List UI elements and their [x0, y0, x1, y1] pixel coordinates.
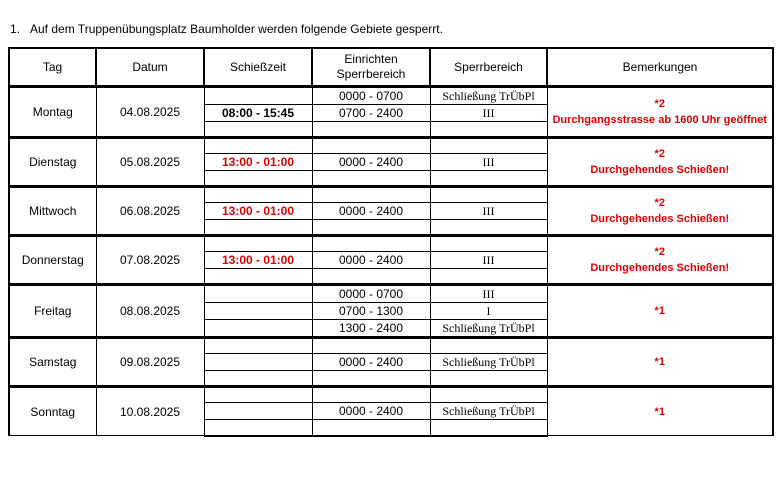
cell-zone [430, 138, 547, 154]
cell-shooting-time [204, 354, 312, 371]
cell-zone [430, 338, 547, 354]
remark-code: *1 [654, 405, 665, 418]
cell-zone: I [430, 303, 547, 320]
cell-shooting-time [204, 236, 312, 252]
header-setup-zone [312, 48, 430, 87]
cell-setup-time: 0700 - 1300 [312, 303, 430, 320]
cell-remarks [547, 138, 773, 187]
cell-shooting-time [204, 269, 312, 285]
table-row [9, 187, 773, 203]
table-row [9, 236, 773, 252]
cell-zone [430, 122, 547, 138]
cell-date: 10.08.2025 [96, 387, 204, 436]
cell-shooting-time [204, 420, 312, 436]
cell-remarks [547, 236, 773, 285]
cell-setup-time: 0000 - 2400 [312, 354, 430, 371]
cell-setup-time [312, 338, 430, 354]
cell-zone [430, 187, 547, 203]
header-zone: Sperrbereich [430, 48, 547, 87]
cell-shooting-time: 08:00 - 15:45 [204, 105, 312, 122]
section-heading [10, 22, 443, 36]
cell-zone [430, 220, 547, 236]
cell-zone: Schließung TrÜbPl [430, 320, 547, 338]
cell-shooting-time [204, 122, 312, 138]
cell-shooting-time [204, 171, 312, 187]
cell-remarks [547, 87, 773, 138]
cell-remarks [547, 387, 773, 436]
cell-day: Dienstag [9, 138, 96, 187]
cell-zone: Schließung TrÜbPl [430, 403, 547, 420]
cell-setup-time [312, 387, 430, 403]
cell-day: Mittwoch [9, 187, 96, 236]
cell-zone [430, 171, 547, 187]
cell-zone [430, 387, 547, 403]
header-date: Datum [96, 48, 204, 87]
cell-zone: III [430, 285, 547, 303]
table-row [9, 387, 773, 403]
header-setup-line1: Einrichten [344, 52, 398, 66]
cell-setup-time [312, 269, 430, 285]
cell-day: Sonntag [9, 387, 96, 436]
cell-zone: Schließung TrÜbPl [430, 354, 547, 371]
cell-setup-time [312, 420, 430, 436]
cell-date: 08.08.2025 [96, 285, 204, 338]
section-title: Auf dem Truppenübungsplatz Baumholder werden folgende Gebiete gesperrt. [30, 22, 443, 36]
cell-shooting-time [204, 403, 312, 420]
cell-zone [430, 236, 547, 252]
cell-shooting-time [204, 303, 312, 320]
table-row [9, 87, 773, 105]
cell-zone [430, 269, 547, 285]
header-setup-line2: Sperrbereich [336, 67, 406, 81]
cell-setup-time [312, 122, 430, 138]
cell-setup-time: 0000 - 2400 [312, 403, 430, 420]
cell-setup-time: 0000 - 2400 [312, 154, 430, 171]
cell-shooting-time [204, 387, 312, 403]
cell-zone: Schließung TrÜbPl [430, 87, 547, 105]
cell-setup-time: 0000 - 0700 [312, 87, 430, 105]
cell-date: 04.08.2025 [96, 87, 204, 138]
cell-zone: III [430, 105, 547, 122]
cell-remarks [547, 285, 773, 338]
remark-code: *2 [654, 98, 665, 110]
cell-remarks [547, 187, 773, 236]
remark-text: Durchgehendes Schießen! [590, 213, 730, 225]
section-number: 1. [10, 22, 21, 36]
cell-date: 07.08.2025 [96, 236, 204, 285]
remark-text: Durchgangsstrasse ab 1600 Uhr geöffnet [552, 114, 768, 126]
cell-setup-time: 0000 - 2400 [312, 203, 430, 220]
cell-setup-time [312, 171, 430, 187]
header-day: Tag [9, 48, 96, 87]
cell-day: Donnerstag [9, 236, 96, 285]
cell-shooting-time [204, 138, 312, 154]
remark-code: *2 [654, 148, 665, 160]
cell-day: Samstag [9, 338, 96, 387]
cell-setup-time: 0700 - 2400 [312, 105, 430, 122]
cell-date: 09.08.2025 [96, 338, 204, 387]
remark-code: *2 [654, 197, 665, 209]
cell-setup-time: 1300 - 2400 [312, 320, 430, 338]
cell-shooting-time [204, 320, 312, 338]
header-shooting-time: Schießzeit [204, 48, 312, 87]
remark-text: Durchgehendes Schießen! [590, 164, 730, 176]
cell-remarks [547, 338, 773, 387]
cell-zone [430, 420, 547, 436]
cell-shooting-time [204, 187, 312, 203]
cell-day: Freitag [9, 285, 96, 338]
cell-zone [430, 371, 547, 387]
header-row [9, 48, 773, 87]
cell-zone: III [430, 154, 547, 171]
cell-setup-time: 0000 - 0700 [312, 285, 430, 303]
cell-shooting-time: 13:00 - 01:00 [204, 203, 312, 220]
cell-date: 06.08.2025 [96, 187, 204, 236]
cell-setup-time [312, 220, 430, 236]
cell-zone: III [430, 203, 547, 220]
cell-zone: III [430, 252, 547, 269]
cell-setup-time [312, 236, 430, 252]
cell-shooting-time [204, 220, 312, 236]
closure-schedule-table [8, 47, 774, 437]
cell-setup-time: 0000 - 2400 [312, 252, 430, 269]
cell-shooting-time [204, 285, 312, 303]
table-row [9, 138, 773, 154]
cell-shooting-time [204, 371, 312, 387]
cell-shooting-time: 13:00 - 01:00 [204, 252, 312, 269]
table-row [9, 338, 773, 354]
table-row [9, 285, 773, 303]
cell-shooting-time [204, 87, 312, 105]
cell-setup-time [312, 187, 430, 203]
cell-setup-time [312, 138, 430, 154]
header-remarks: Bemerkungen [547, 48, 773, 87]
remark-code: *1 [654, 305, 665, 317]
cell-date: 05.08.2025 [96, 138, 204, 187]
remark-code: *2 [654, 246, 665, 258]
cell-day: Montag [9, 87, 96, 138]
cell-setup-time [312, 371, 430, 387]
remark-code: *1 [654, 356, 665, 368]
remark-text: Durchgehendes Schießen! [590, 262, 730, 274]
cell-shooting-time [204, 338, 312, 354]
cell-shooting-time: 13:00 - 01:00 [204, 154, 312, 171]
